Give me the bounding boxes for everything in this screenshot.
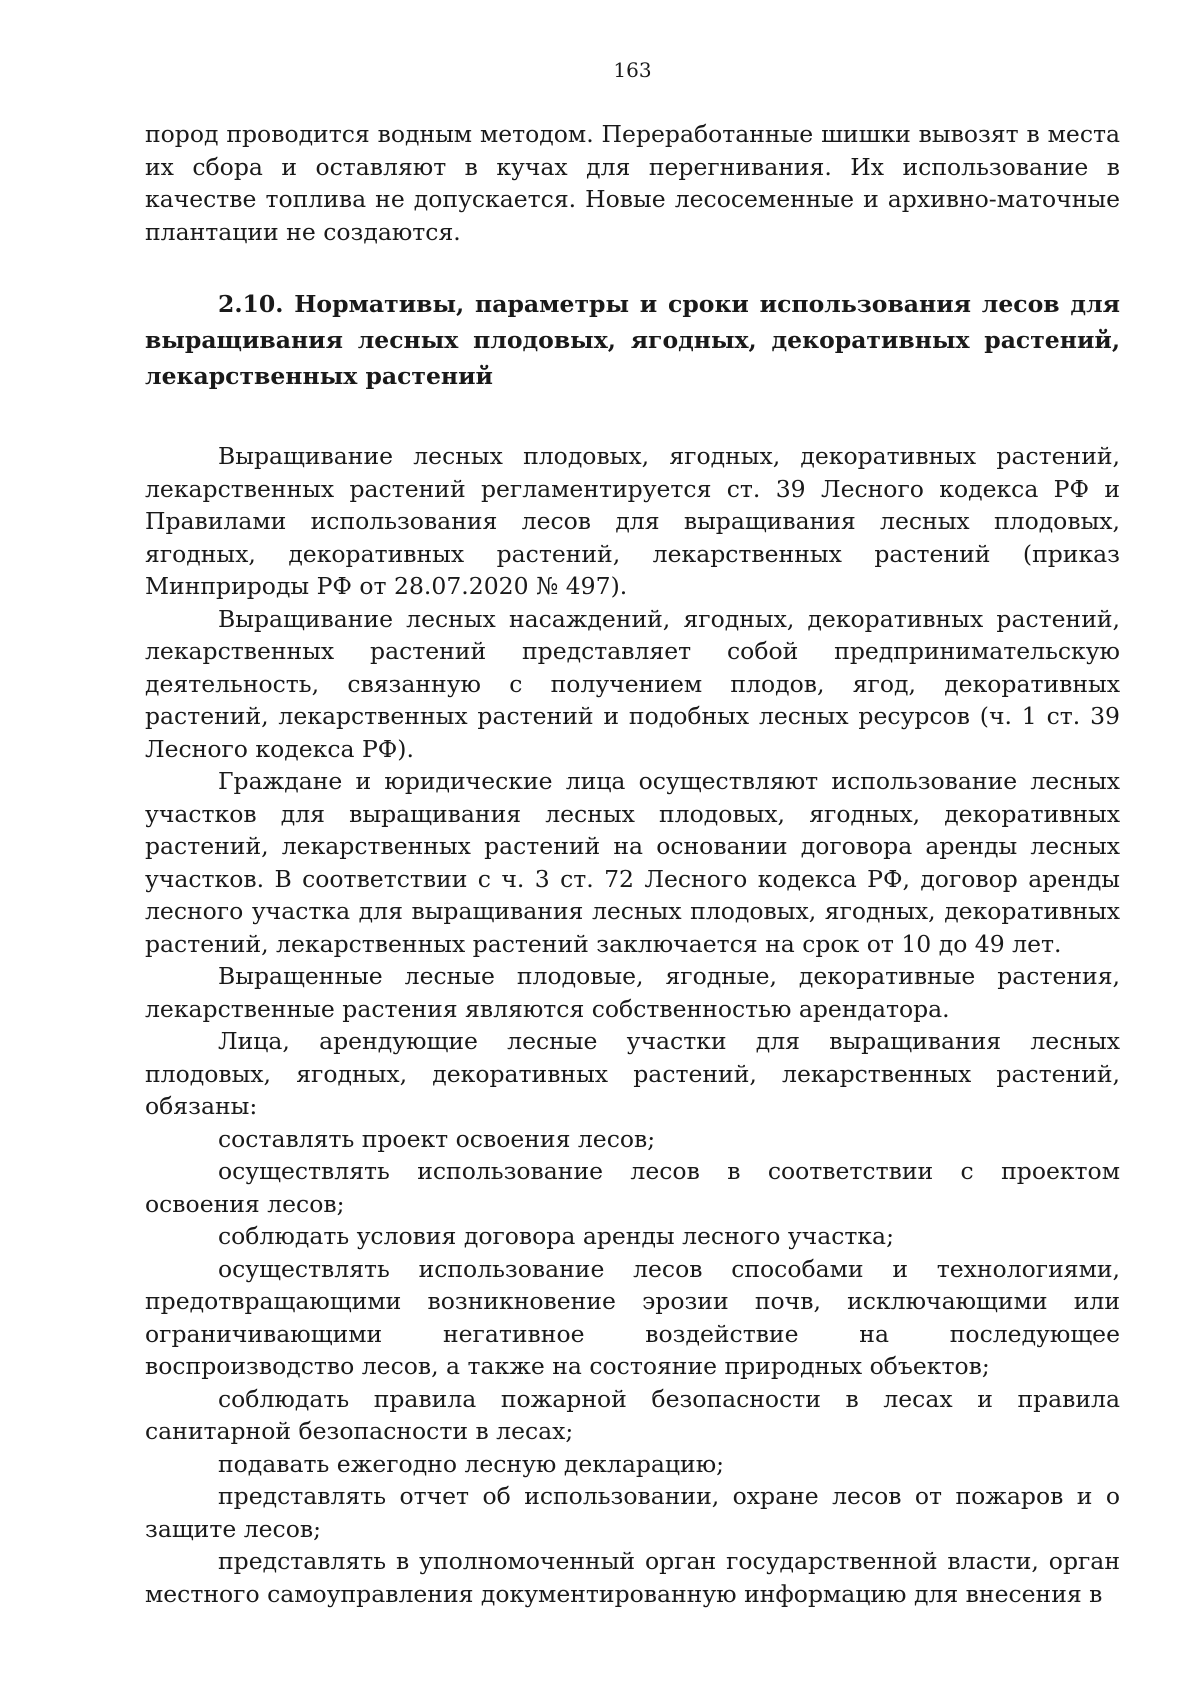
list-item: соблюдать условия договора аренды лесного участка; <box>218 1222 894 1250</box>
paragraph: Лица, арендующие лесные участки для выращивания лесных плодовых, ягодных, декоративных растений, лекарственных растений, обязаны: <box>145 1027 1120 1120</box>
list-item: представлять в уполномоченный орган государственной власти, орган местного самоуправления документированную информацию для внесения в <box>145 1547 1120 1608</box>
list-item: составлять проект освоения лесов; <box>218 1124 656 1153</box>
paragraph: Выращивание лесных плодовых, ягодных, декоративных растений, лекарственных растений регламентируется ст. 39 Лесного кодекса РФ и Правилами использования лесов для выращивания лесных плодовых, ягодных, декоративных растений, лекарственных растений (приказ Минприроды РФ от 28.07.2020 № 497). <box>145 442 1120 600</box>
document-body <box>145 118 1120 1610</box>
paragraph: Выращивание лесных насаждений, ягодных, декоративных растений, лекарственных растений представляет собой предпринимательскую деятельность, связанную с получением плодов, ягод, декоративных растений, лекарственных растений и подобных лесных ресурсов (ч. 1 ст. 39 Лесного кодекса РФ). <box>145 604 1120 763</box>
list-item: представлять отчет об использовании, охране лесов от пожаров и о защите лесов; <box>145 1482 1120 1543</box>
paragraph: Граждане и юридические лица осуществляют использование лесных участков для выращивания лесных плодовых, ягодных, декоративных растений, лекарственных растений на основании договора аренды лесных участков. В соответствии с ч. 3 ст. 72 Лесного кодекса РФ, договор аренды лесного участка для выращивания лесных плодовых, ягодных, декоративных растений, лекарственных растений заключается на срок от 10 до 49 лет. <box>145 767 1120 958</box>
page-number: 163 <box>613 58 652 82</box>
list-item: осуществлять использование лесов в соответствии с проектом освоения лесов; <box>145 1157 1120 1218</box>
section-heading: 2.10. Нормативы, параметры и сроки использования лесов для выращивания лесных плодовых, ягодных, декоративных растений, лекарственных растений <box>145 290 1120 390</box>
list-item: осуществлять использование лесов способами и технологиями, предотвращающими возникновение эрозии почв, исключающими или ограничивающими негативное воздействие на последующее воспроизводство лесов, а также на состояние природных объектов; <box>145 1254 1120 1380</box>
paragraph-continued: пород проводится водным методом. Переработанные шишки вывозят в места их сбора и оставляют в кучах для перегнивания. Их использование в качестве топлива не допускается. Новые лесосеменные и архивно-маточные плантации не создаются. <box>145 120 1120 246</box>
list-item: подавать ежегодно лесную декларацию; <box>218 1449 725 1478</box>
paragraph: Выращенные лесные плодовые, ягодные, декоративные растения, лекарственные растения являются собственностью арендатора. <box>145 962 1120 1023</box>
list-item: соблюдать правила пожарной безопасности в лесах и правила санитарной безопасности в лесах; <box>145 1384 1120 1445</box>
